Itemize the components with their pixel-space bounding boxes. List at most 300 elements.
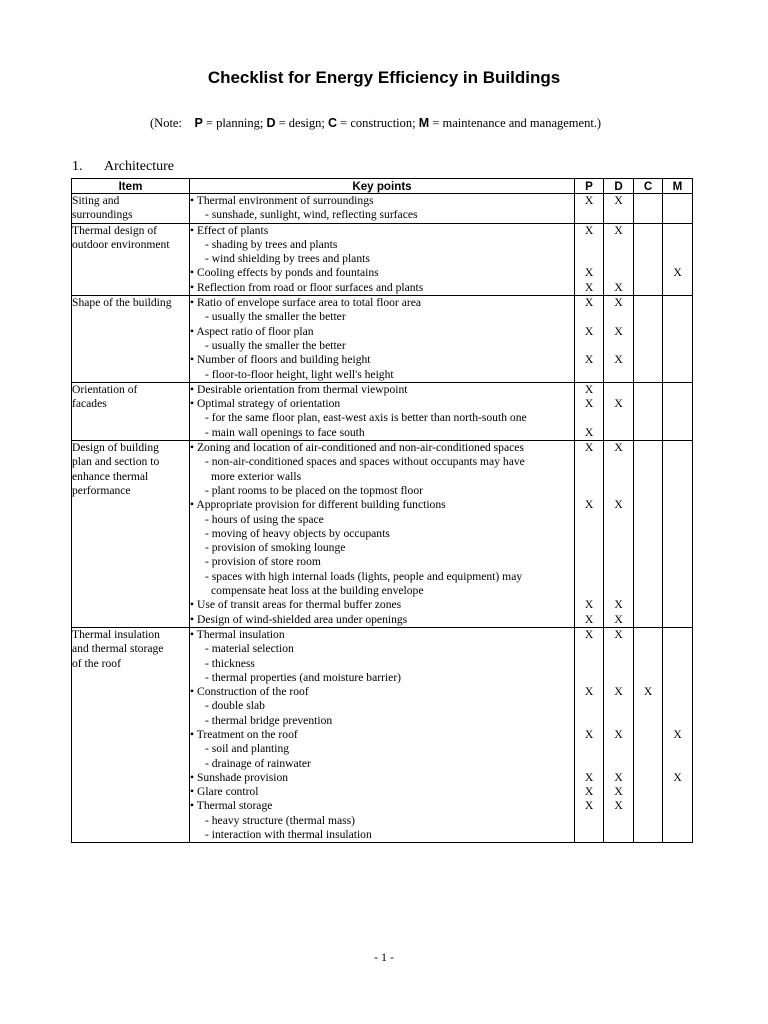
mark-m	[663, 757, 692, 771]
mark-c	[634, 310, 662, 324]
mark-cell-p	[575, 296, 604, 383]
mark-c	[634, 541, 662, 555]
key-point-subitem: - main wall openings to face south	[205, 425, 365, 439]
mark-m	[663, 799, 692, 813]
key-point-subitem: - material selection	[205, 642, 294, 656]
mark-m	[663, 484, 692, 498]
key-points-cell	[190, 627, 575, 842]
header-row	[72, 179, 693, 194]
mark-d: X	[614, 296, 623, 310]
mark-m	[663, 426, 692, 440]
mark-p	[575, 657, 603, 671]
mark-cell-m	[663, 194, 693, 224]
mark-d	[604, 310, 633, 324]
mark-m	[663, 714, 692, 728]
mark-c	[634, 238, 662, 252]
mark-c	[634, 671, 662, 685]
note-p-text: = planning;	[202, 116, 267, 130]
mark-p	[575, 570, 603, 584]
mark-p	[575, 368, 603, 382]
mark-c	[634, 613, 662, 627]
legend-note	[150, 116, 601, 131]
mark-m: X	[673, 727, 682, 741]
key-point-bullet: • Glare control	[190, 785, 259, 799]
key-point-subitem: - wind shielding by trees and plants	[205, 252, 370, 266]
mark-p	[575, 411, 603, 425]
key-point-subitem: - thermal properties (and moisture barrier)	[205, 670, 402, 684]
mark-m	[663, 685, 692, 699]
mark-p	[575, 814, 603, 828]
mark-p	[575, 699, 603, 713]
mark-m	[663, 584, 692, 598]
mark-c	[634, 252, 662, 266]
mark-m: X	[673, 770, 682, 784]
checklist-body	[72, 194, 693, 843]
key-point-subitem: - usually the smaller the better	[205, 310, 346, 324]
mark-p: X	[584, 685, 594, 699]
mark-p: X	[584, 498, 594, 512]
item-cell	[72, 296, 190, 383]
mark-d	[604, 699, 633, 713]
mark-cell-c	[634, 627, 663, 842]
mark-d	[604, 513, 633, 527]
item-label-line: Thermal insulation	[72, 627, 160, 641]
mark-m	[663, 411, 692, 425]
mark-p	[575, 642, 603, 656]
key-point-bullet: • Thermal insulation	[190, 627, 285, 641]
mark-d: X	[614, 324, 623, 338]
page-number: - 1 -	[374, 950, 394, 964]
mark-m	[663, 814, 692, 828]
mark-d: X	[614, 194, 623, 207]
header-c: C	[634, 179, 663, 194]
mark-p: X	[584, 727, 594, 741]
mark-m	[663, 527, 692, 541]
item-cell	[72, 223, 190, 295]
mark-cell-p	[575, 223, 604, 295]
mark-c: X	[643, 685, 653, 699]
item-label-line: Orientation of	[72, 382, 138, 396]
key-point-bullet: • Desirable orientation from thermal viewpoint	[190, 382, 408, 396]
mark-p: X	[584, 353, 594, 367]
mark-d	[604, 541, 633, 555]
key-point-bullet: • Number of floors and building height	[190, 353, 371, 367]
section-heading	[72, 159, 174, 175]
header-m: M	[663, 179, 693, 194]
mark-cell-m	[663, 296, 693, 383]
mark-cell-p	[575, 627, 604, 842]
mark-cell-c	[634, 223, 663, 295]
key-point-subitem: - spaces with high internal loads (lights, people and equipment) may	[205, 569, 523, 583]
mark-m	[663, 208, 692, 222]
mark-c	[634, 353, 662, 367]
mark-c	[634, 699, 662, 713]
mark-c	[634, 570, 662, 584]
mark-cell-m	[663, 627, 693, 842]
mark-m	[663, 441, 692, 455]
mark-p	[575, 252, 603, 266]
mark-c	[634, 513, 662, 527]
mark-d: X	[614, 612, 623, 626]
mark-m	[663, 238, 692, 252]
mark-p: X	[584, 397, 594, 411]
item-label-line: Shape of the building	[72, 296, 172, 310]
mark-c	[634, 194, 662, 208]
mark-cell-p	[575, 382, 604, 440]
mark-d	[604, 742, 633, 756]
mark-c	[634, 584, 662, 598]
mark-cell-c	[634, 194, 663, 224]
mark-cell-d	[604, 441, 634, 628]
header-p: P	[575, 179, 604, 194]
mark-p	[575, 339, 603, 353]
mark-d: X	[614, 353, 623, 367]
mark-m	[663, 368, 692, 382]
mark-d	[604, 339, 633, 353]
table-row	[72, 382, 693, 440]
mark-p: X	[584, 266, 594, 280]
mark-c	[634, 728, 662, 742]
key-point-bullet: • Reflection from road or floor surfaces and plants	[190, 280, 424, 294]
mark-c	[634, 527, 662, 541]
key-point-subitem: - usually the smaller the better	[205, 338, 346, 352]
mark-c	[634, 296, 662, 310]
mark-cell-c	[634, 296, 663, 383]
mark-p: X	[584, 223, 594, 237]
item-cell	[72, 194, 190, 224]
mark-d	[604, 426, 633, 440]
item-label-line: facades	[72, 397, 107, 411]
mark-d	[604, 814, 633, 828]
mark-d	[604, 555, 633, 569]
mark-p	[575, 455, 603, 469]
mark-m	[663, 325, 692, 339]
key-point-bullet: • Appropriate provision for different building functions	[190, 498, 446, 512]
key-point-subitem: - plant rooms to be placed on the topmost floor	[205, 483, 423, 497]
mark-c	[634, 771, 662, 785]
mark-cell-m	[663, 223, 693, 295]
mark-m	[663, 353, 692, 367]
mark-p	[575, 714, 603, 728]
mark-m	[663, 699, 692, 713]
mark-p: X	[584, 598, 594, 612]
key-point-bullet: • Zoning and location of air-conditioned and non-air-conditioned spaces	[190, 441, 524, 455]
item-label-line: Thermal design of	[72, 223, 157, 237]
key-point-subitem: - floor-to-floor height, light well's height	[205, 367, 394, 381]
note-m-text: = maintenance and management.)	[429, 116, 602, 130]
mark-m	[663, 513, 692, 527]
mark-p	[575, 742, 603, 756]
mark-c	[634, 484, 662, 498]
mark-c	[634, 828, 662, 842]
key-point-bullet: • Effect of plants	[190, 223, 269, 237]
key-point-subitem: - drainage of rainwater	[205, 756, 311, 770]
mark-c	[634, 368, 662, 382]
mark-c	[634, 455, 662, 469]
mark-m	[663, 742, 692, 756]
mark-m	[663, 785, 692, 799]
mark-d	[604, 470, 633, 484]
note-d-text: = design;	[275, 116, 329, 130]
header-key-points: Key points	[190, 179, 575, 194]
key-point-subitem: - for the same floor plan, east-west axis is better than north-south one	[205, 411, 527, 425]
key-point-bullet: • Design of wind-shielded area under openings	[190, 612, 408, 626]
mark-d: X	[614, 785, 623, 799]
table-row	[72, 441, 693, 628]
mark-cell-m	[663, 382, 693, 440]
mark-m	[663, 281, 692, 295]
item-label-line: enhance thermal	[72, 469, 149, 483]
note-m-key: M	[418, 116, 430, 130]
mark-p	[575, 310, 603, 324]
item-label-line: performance	[72, 483, 131, 497]
key-point-subitem: - hours of using the space	[205, 512, 324, 526]
mark-c	[634, 325, 662, 339]
mark-m	[663, 570, 692, 584]
mark-c	[634, 799, 662, 813]
mark-d	[604, 455, 633, 469]
item-label-line: Design of building	[72, 441, 159, 455]
key-points-cell	[190, 194, 575, 224]
mark-c	[634, 642, 662, 656]
key-point-subitem: - heavy structure (thermal mass)	[205, 813, 356, 827]
table-row	[72, 223, 693, 295]
key-point-bullet: • Thermal storage	[190, 799, 273, 813]
key-point-subitem: - interaction with thermal insulation	[205, 828, 372, 842]
mark-d	[604, 671, 633, 685]
key-point-subitem: - double slab	[205, 699, 265, 713]
mark-m	[663, 470, 692, 484]
mark-p	[575, 527, 603, 541]
note-p-key: P	[194, 116, 203, 130]
mark-d	[604, 266, 633, 280]
mark-c	[634, 757, 662, 771]
mark-c	[634, 281, 662, 295]
mark-p: X	[584, 382, 594, 396]
mark-p	[575, 828, 603, 842]
mark-c	[634, 397, 662, 411]
mark-d	[604, 411, 633, 425]
key-point-subitem: - soil and planting	[205, 742, 290, 756]
mark-c	[634, 555, 662, 569]
item-label-line: of the roof	[72, 656, 121, 670]
mark-p	[575, 757, 603, 771]
mark-c	[634, 742, 662, 756]
mark-d: X	[614, 799, 623, 813]
mark-cell-p	[575, 194, 604, 224]
mark-m	[663, 455, 692, 469]
mark-c	[634, 785, 662, 799]
mark-d: X	[614, 498, 623, 512]
mark-d	[604, 238, 633, 252]
key-point-subitem: - provision of smoking lounge	[205, 541, 346, 555]
mark-p	[575, 555, 603, 569]
mark-m	[663, 613, 692, 627]
mark-c	[634, 598, 662, 612]
item-cell	[72, 382, 190, 440]
mark-m	[663, 671, 692, 685]
key-point-subitem: - thickness	[205, 656, 255, 670]
key-point-bullet: • Sunshade provision	[190, 770, 289, 784]
mark-d: X	[614, 627, 623, 641]
mark-m	[663, 296, 692, 310]
mark-m	[663, 252, 692, 266]
note-c-key: C	[328, 116, 338, 130]
mark-cell-p	[575, 441, 604, 628]
mark-p	[575, 671, 603, 685]
key-point-bullet: • Construction of the roof	[190, 685, 309, 699]
mark-cell-d	[604, 296, 634, 383]
item-label-line: Siting and	[72, 194, 120, 207]
mark-p: X	[584, 296, 594, 310]
mark-m	[663, 598, 692, 612]
mark-cell-d	[604, 194, 634, 224]
mark-d: X	[614, 685, 623, 699]
item-cell	[72, 627, 190, 842]
mark-p: X	[584, 441, 594, 455]
mark-d	[604, 208, 633, 222]
key-point-bullet: • Ratio of envelope surface area to total floor area	[190, 296, 421, 310]
mark-m	[663, 339, 692, 353]
key-point-subitem: - sunshade, sunlight, wind, reflecting surfaces	[205, 208, 418, 222]
mark-m	[663, 397, 692, 411]
mark-p	[575, 470, 603, 484]
key-point-subitem: - provision of store room	[205, 555, 321, 569]
mark-d	[604, 570, 633, 584]
mark-d	[604, 383, 633, 397]
mark-m	[663, 498, 692, 512]
mark-c	[634, 411, 662, 425]
key-point-bullet: • Aspect ratio of floor plan	[190, 324, 314, 338]
mark-p	[575, 541, 603, 555]
key-point-bullet: • Thermal environment of surroundings	[190, 194, 374, 207]
mark-d	[604, 527, 633, 541]
mark-m	[663, 555, 692, 569]
key-points-cell	[190, 223, 575, 295]
mark-c	[634, 426, 662, 440]
note-open: (Note:	[150, 116, 182, 130]
checklist-table	[71, 178, 693, 843]
mark-cell-m	[663, 441, 693, 628]
mark-c	[634, 383, 662, 397]
mark-m: X	[673, 266, 682, 280]
mark-c	[634, 470, 662, 484]
key-point-subitem: compensate heat loss at the building envelope	[211, 584, 424, 598]
key-point-bullet: • Optimal strategy of orientation	[190, 397, 341, 411]
mark-m	[663, 828, 692, 842]
table-row	[72, 194, 693, 224]
item-label-line: surroundings	[72, 208, 133, 222]
mark-d: X	[614, 441, 623, 455]
key-point-subitem: - thermal bridge prevention	[205, 713, 333, 727]
mark-c	[634, 714, 662, 728]
key-point-subitem: more exterior walls	[211, 469, 302, 483]
mark-m	[663, 194, 692, 208]
mark-d: X	[614, 770, 623, 784]
mark-d: X	[614, 223, 623, 237]
mark-d: X	[614, 727, 623, 741]
mark-c	[634, 441, 662, 455]
mark-p	[575, 584, 603, 598]
mark-c	[634, 339, 662, 353]
mark-p	[575, 513, 603, 527]
mark-p: X	[584, 785, 594, 799]
mark-m	[663, 657, 692, 671]
mark-c	[634, 208, 662, 222]
mark-d	[604, 757, 633, 771]
mark-p: X	[584, 280, 594, 294]
key-points-cell	[190, 441, 575, 628]
note-d-key: D	[266, 116, 276, 130]
key-point-subitem: - shading by trees and plants	[205, 237, 338, 251]
mark-m	[663, 224, 692, 238]
item-cell	[72, 441, 190, 628]
key-point-subitem: - non-air-conditioned spaces and spaces without occupants may have	[205, 455, 525, 469]
mark-d	[604, 584, 633, 598]
note-c-text: = construction;	[337, 116, 419, 130]
section-number: 1.	[72, 159, 83, 174]
mark-d: X	[614, 280, 623, 294]
mark-c	[634, 224, 662, 238]
mark-d	[604, 368, 633, 382]
mark-d	[604, 484, 633, 498]
key-point-bullet: • Use of transit areas for thermal buffer zones	[190, 598, 402, 612]
mark-cell-d	[604, 223, 634, 295]
mark-p: X	[584, 194, 594, 207]
table-row	[72, 296, 693, 383]
mark-m	[663, 310, 692, 324]
mark-m	[663, 541, 692, 555]
mark-c	[634, 814, 662, 828]
key-point-subitem: - moving of heavy objects by occupants	[205, 526, 390, 540]
mark-c	[634, 657, 662, 671]
mark-d	[604, 657, 633, 671]
item-label-line: and thermal storage	[72, 642, 164, 656]
mark-d	[604, 828, 633, 842]
mark-p	[575, 208, 603, 222]
mark-cell-c	[634, 382, 663, 440]
mark-c	[634, 628, 662, 642]
mark-d: X	[614, 598, 623, 612]
mark-p: X	[584, 612, 594, 626]
key-point-bullet: • Treatment on the roof	[190, 727, 298, 741]
mark-p	[575, 238, 603, 252]
item-label-line: plan and section to	[72, 455, 160, 469]
table-row	[72, 627, 693, 842]
document-title: Checklist for Energy Efficiency in Buildings	[207, 68, 561, 87]
mark-c	[634, 498, 662, 512]
mark-p: X	[584, 799, 594, 813]
header-item: Item	[72, 179, 190, 194]
mark-cell-d	[604, 627, 634, 842]
mark-p: X	[584, 324, 594, 338]
mark-m	[663, 383, 692, 397]
mark-d	[604, 642, 633, 656]
mark-p: X	[584, 770, 594, 784]
mark-d	[604, 714, 633, 728]
key-point-bullet: • Cooling effects by ponds and fountains	[190, 266, 379, 280]
mark-cell-d	[604, 382, 634, 440]
header-d: D	[604, 179, 634, 194]
mark-p: X	[584, 627, 594, 641]
mark-cell-c	[634, 441, 663, 628]
item-label-line: outdoor environment	[72, 237, 170, 251]
mark-c	[634, 266, 662, 280]
mark-d: X	[614, 397, 623, 411]
mark-m	[663, 642, 692, 656]
mark-p	[575, 484, 603, 498]
section-name: Architecture	[104, 159, 174, 174]
